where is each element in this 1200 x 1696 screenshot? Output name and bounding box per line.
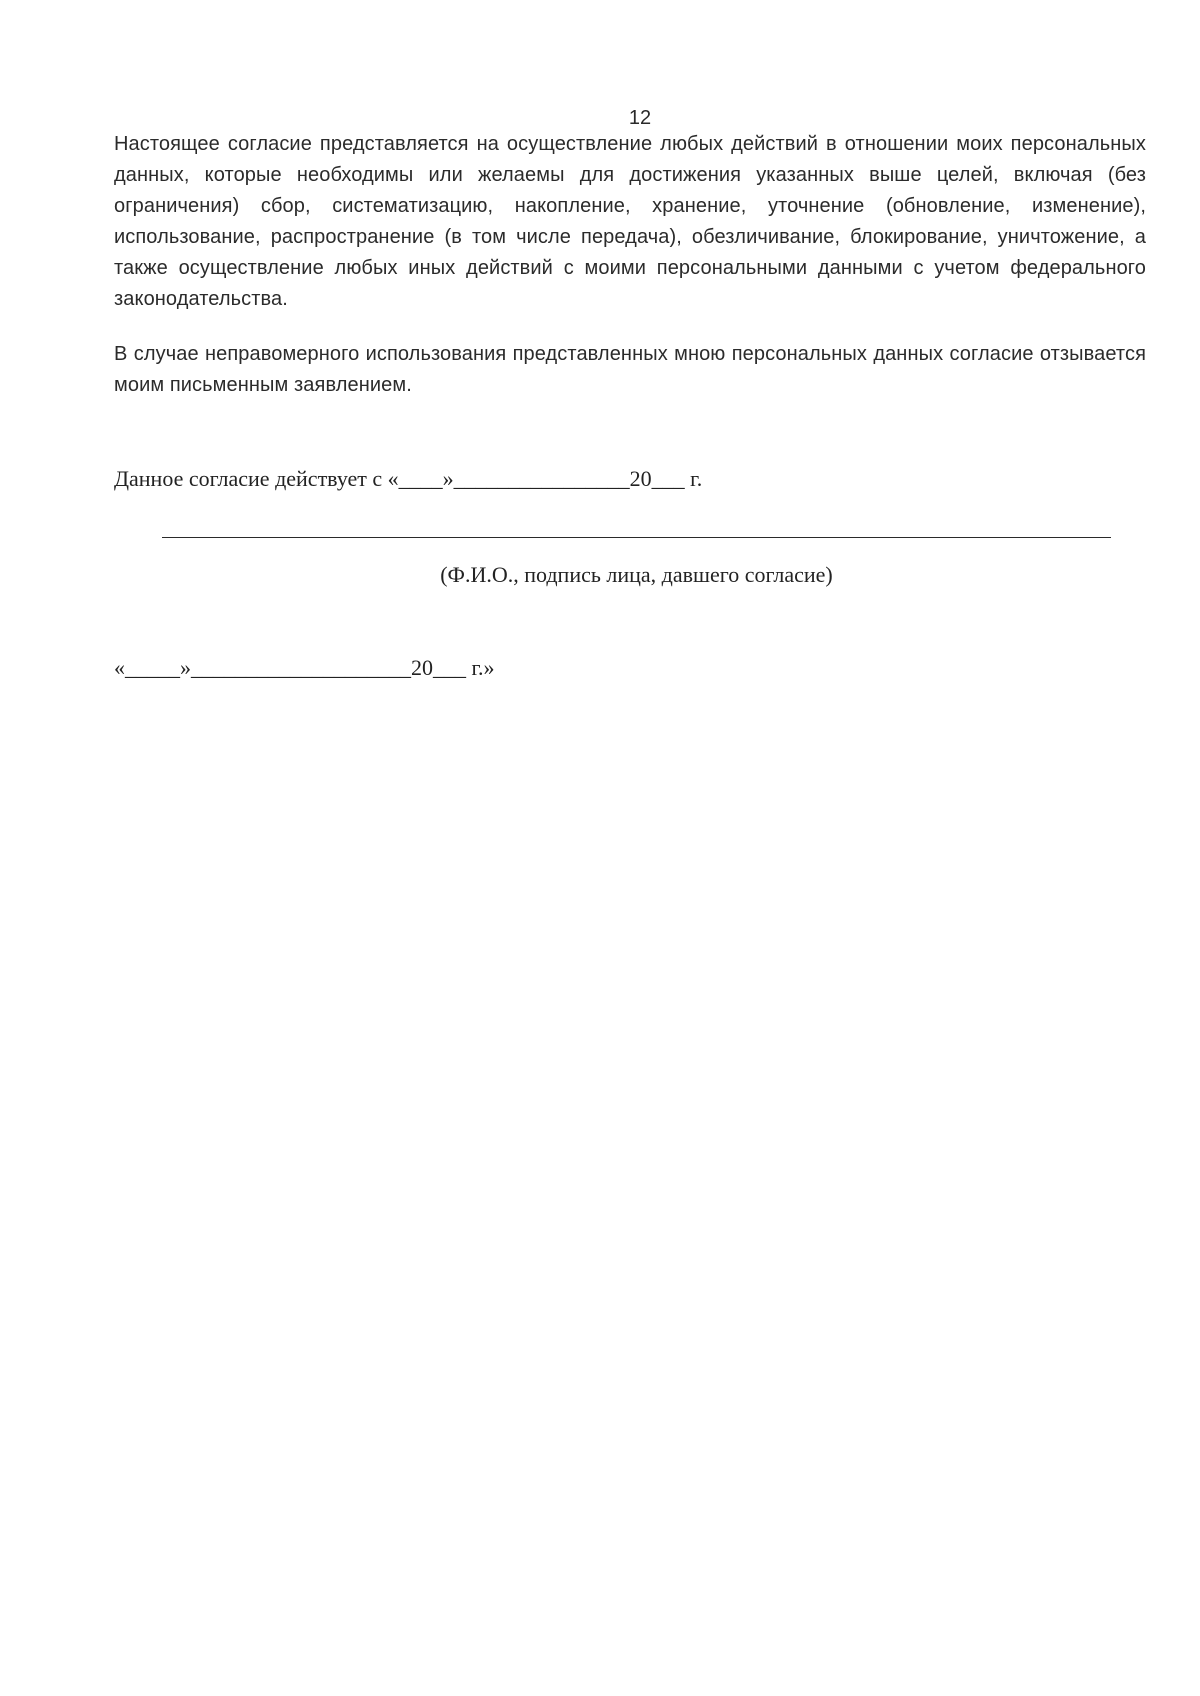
consent-validity-line: Данное согласие действует с «____»________________20___ г. (114, 466, 703, 491)
signature-line (162, 537, 1111, 538)
consent-revocation-paragraph: В случае неправомерного использования представленных мною персональных данных согласие отзывается моим письменным заявлением. (114, 343, 1146, 396)
date-line: «_____»____________________20___ г.» (114, 655, 495, 680)
consent-actions-paragraph: Настоящее согласие представляется на осуществление любых действий в отношении моих персональных данных, которые необходимы или желаемы для достижения указанных выше целей, включая (без ограничения) сбор, систематизацию, накопление, хранение, уточнение (обновление, изменение), использование, распространение (в том числе передача), обезличивание, блокирование, уничтожение, а также осуществление любых иных действий с моими персональными данными с учетом федерального законодательства. (114, 133, 1146, 310)
page-number: 12 (628, 107, 652, 129)
signature-caption: (Ф.И.О., подпись лица, давшего согласие) (440, 562, 833, 587)
